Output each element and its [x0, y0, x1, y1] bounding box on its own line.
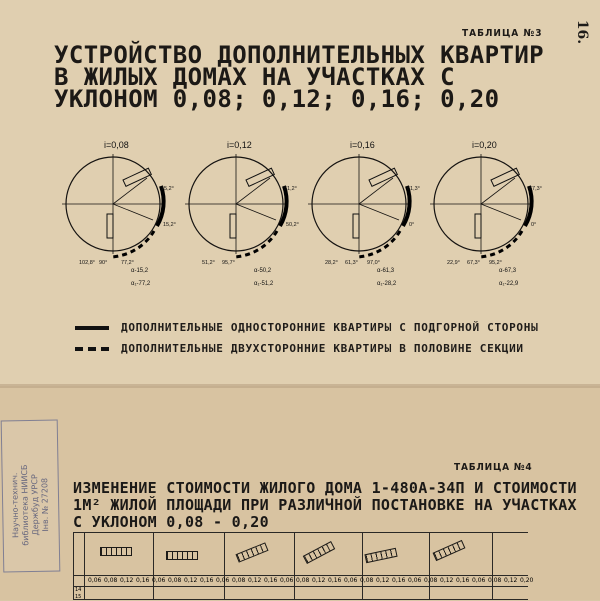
row-numbers: [75, 587, 83, 601]
angle-label: 51,2°: [284, 186, 297, 192]
angle-ray: [359, 178, 393, 204]
slope-value-cell: 0,12: [504, 577, 518, 584]
slope-value-cell: 0,08: [296, 577, 310, 584]
solid-line-icon: [75, 326, 109, 330]
table-4-title: ИЗМЕНЕНИЕ СТОИМОСТИ ЖИЛОГО ДОМА 1-480А-34П И СТОИМОСТИ 1М² ЖИЛОЙ ПЛОЩАДИ ПРИ РАЗЛИЧНОЙ ПОСТАНОВКЕ НА УЧАСТКАХ С УКЛОНОМ 0,08 - 0,20: [73, 479, 577, 531]
angle-label: 15,2°: [161, 186, 174, 192]
angle-label: 90°: [99, 260, 108, 266]
slope-value-cell: 0,16: [264, 577, 278, 584]
table-column-divider: [224, 533, 225, 599]
table-column-divider: [153, 533, 154, 599]
building-plan-icon: [475, 214, 481, 238]
building-plan-icon: [107, 214, 113, 238]
stamp-line-3: Держбуд УРСР: [30, 474, 41, 536]
building-plan-icon: [166, 551, 198, 560]
building-plan-icon: [364, 548, 397, 563]
angle-ray: [481, 178, 515, 204]
building-plan-icon: [433, 540, 466, 561]
page-number: 16.: [573, 19, 590, 45]
slope-value-cell: 0,06: [344, 577, 358, 584]
angle-alpha: α-67,3: [499, 268, 517, 274]
angle-alpha: α-50,2: [254, 268, 272, 274]
slope-values: [74, 576, 534, 585]
table-column-divider: [84, 533, 85, 599]
table-4-label: ТАБЛИЦА №4: [454, 462, 533, 473]
stamp-text: [9, 437, 51, 573]
slope-value-cell: 0,12: [248, 577, 262, 584]
angle-ray: [113, 178, 147, 204]
angle-label: 77,2°: [121, 260, 134, 266]
dashed-apartment-arc: [234, 231, 277, 257]
angle-alpha-1: α₁-28,2: [377, 281, 397, 287]
slope-value-cell: 0,16: [200, 577, 214, 584]
angle-label: 95,7°: [222, 260, 235, 266]
stamp-inventory-label: Інв. №: [40, 505, 51, 532]
dashed-apartment-arc: [357, 231, 400, 257]
angle-label: 61,3°: [407, 186, 420, 192]
slope-value-cell: 0,16: [456, 577, 470, 584]
building-plan-icon: [230, 214, 236, 238]
slope-value-cell: 0,06: [408, 577, 422, 584]
legend: [75, 321, 545, 363]
legend-dashed-text: ДОПОЛНИТЕЛЬНЫЕ ДВУХСТОРОННИЕ КВАРТИРЫ В ПОЛОВИНЕ СЕКЦИИ: [121, 342, 524, 355]
slope-value-cell: 0,06: [472, 577, 486, 584]
angle-alpha-1: α₁-51,2: [254, 281, 274, 287]
building-plan-icon: [100, 547, 132, 556]
angle-label: 50,2°: [286, 222, 299, 228]
row-number: 15: [75, 594, 82, 600]
angle-label: 28,2°: [325, 260, 338, 266]
slope-value-cell: 0,08: [360, 577, 374, 584]
angle-label: 67,3°: [467, 260, 480, 266]
stamp-inventory-number: 27208: [40, 477, 50, 504]
dashed-line-icon: [75, 347, 109, 351]
slope-value-cell: 0,16: [328, 577, 342, 584]
legend-dashed-row: [75, 342, 545, 355]
slope-value-cell: 0,08: [424, 577, 438, 584]
angle-ray: [113, 204, 153, 220]
angle-label: 102,8°: [79, 260, 95, 266]
table-3-title: УСТРОЙСТВО ДОПОЛНИТЕЛЬНЫХ КВАРТИР В ЖИЛЫХ ДОМАХ НА УЧАСТКАХ С УКЛОНОМ 0,08; 0,12; 0,16; 0,20: [54, 41, 545, 113]
angle-alpha: α-61,3: [377, 268, 395, 274]
dashed-apartment-arc: [479, 231, 522, 257]
slope-value-cell: 0,08: [104, 577, 118, 584]
angle-label: 0°: [531, 222, 537, 228]
angle-alpha-1: α₁-77,2: [131, 281, 151, 287]
slope-value-cell: 0,08: [488, 577, 502, 584]
slope-value-cell: 0,06: [280, 577, 294, 584]
slope-value-cell: 0,06: [88, 577, 102, 584]
slope-value-cell: 0,08: [168, 577, 182, 584]
angle-label: 61,3°: [345, 260, 358, 266]
slope-value-cell: 0,12: [120, 577, 134, 584]
slope-value-cell: 0,12: [312, 577, 326, 584]
page-fold-shadow: [0, 384, 600, 388]
slope-value-cell: 0,20: [520, 577, 534, 584]
building-plan-icon: [235, 542, 268, 562]
stamp-line-2: библиотека НИИСБ: [19, 464, 31, 546]
angle-label: 0°: [409, 222, 415, 228]
angle-ray: [481, 204, 521, 220]
angle-label: 22,9°: [447, 260, 460, 266]
stamp-line-1: Научно-технич.: [10, 472, 21, 539]
slope-value-cell: 0,12: [376, 577, 390, 584]
row-number: 14: [75, 587, 82, 593]
angle-alpha-1: α₁-22,9: [499, 281, 519, 287]
slope-diagram: [62, 140, 176, 287]
stamp-line-4: [39, 437, 51, 572]
diagram-slope-label: i=0,20: [472, 140, 497, 150]
diagram-slope-label: i=0,12: [227, 140, 252, 150]
slope-value-cell: 0,06: [152, 577, 166, 584]
dashed-apartment-arc: [111, 231, 154, 257]
slope-diagram: [185, 140, 299, 287]
table-column-divider: [294, 533, 295, 599]
table-column-divider: [362, 533, 363, 599]
building-plan-icon: [303, 541, 335, 564]
angle-label: 15,2°: [163, 222, 176, 228]
angle-label: 97,0°: [367, 260, 380, 266]
angle-alpha: α-15,2: [131, 268, 149, 274]
legend-solid-row: [75, 321, 545, 334]
slope-value-cell: 0,16: [136, 577, 150, 584]
slope-value-cell: 0,12: [440, 577, 454, 584]
angle-label: 67,3°: [529, 186, 542, 192]
building-plan-icon: [353, 214, 359, 238]
slope-value-cell: 0,08: [232, 577, 246, 584]
angle-label: 51,2°: [202, 260, 215, 266]
cost-table: [73, 532, 534, 600]
diagram-slope-label: i=0,16: [350, 140, 375, 150]
slope-diagram: [430, 140, 542, 287]
slope-value-cell: 0,16: [392, 577, 406, 584]
slope-diagram: [308, 140, 420, 287]
diagram-slope-label: i=0,08: [104, 140, 129, 150]
table-column-divider: [429, 533, 430, 599]
angle-ray: [236, 204, 276, 220]
angle-ray: [359, 204, 399, 220]
angle-ray: [236, 178, 270, 204]
table-3-label: ТАБЛИЦА №3: [462, 28, 543, 39]
angle-label: 95,2°: [489, 260, 502, 266]
library-stamp: [1, 420, 61, 573]
slope-value-cell: 0,06: [216, 577, 230, 584]
legend-solid-text: ДОПОЛНИТЕЛЬНЫЕ ОДНОСТОРОННИЕ КВАРТИРЫ С ПОДГОРНОЙ СТОРОНЫ: [121, 321, 539, 334]
table-column-divider: [492, 533, 493, 599]
slope-value-cell: 0,12: [184, 577, 198, 584]
